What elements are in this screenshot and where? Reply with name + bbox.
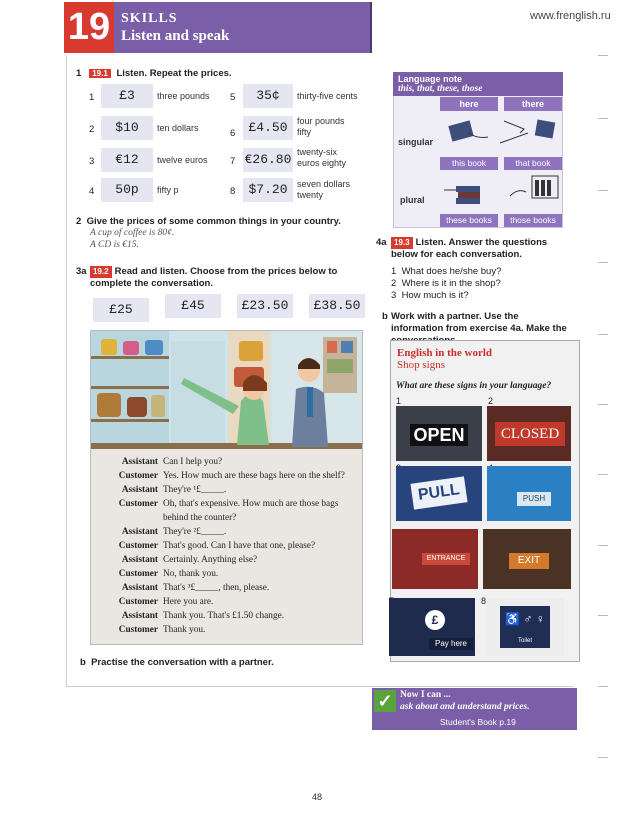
price-number: 1 (89, 92, 95, 103)
eiw-title: English in the world (397, 347, 493, 359)
now-i-can-goal: ask about and understand prices. (400, 702, 530, 712)
ex2-title: Give the prices of some common things in your country. (86, 216, 341, 227)
price-box: 50p (101, 178, 153, 202)
sign-number: 8 (481, 596, 487, 606)
price-box: $10 (101, 116, 153, 140)
price-words: twelve euros (157, 155, 208, 165)
choice-price: £25 (93, 298, 149, 322)
speaker: Assistant (121, 555, 158, 565)
edge-tick (598, 615, 608, 616)
sign-number: 1 (396, 396, 402, 406)
ex1-title: Listen. Repeat the prices. (116, 68, 232, 79)
row-singular: singular (398, 137, 434, 147)
price-number: 6 (230, 128, 236, 139)
sign-exit-text: EXIT (509, 553, 549, 569)
book-illustrations-plural (440, 172, 562, 214)
line-text: No, thank you. (163, 569, 219, 579)
edge-tick (598, 686, 608, 687)
edge-tick (598, 757, 608, 758)
ex4b-title: Work with a partner. Use the information from exercise 4a. Make the (391, 311, 567, 334)
price-box: €26.80 (243, 148, 293, 172)
edge-tick (598, 262, 608, 263)
price-number: 5 (230, 92, 236, 103)
sign-pull-text: PULL (410, 476, 467, 509)
sign-pay-here-photo (389, 598, 475, 656)
sign-open-text: OPEN (410, 424, 468, 446)
sign-closed-photo (487, 406, 571, 461)
question-item: 2 Where is it in the shop? (391, 278, 501, 289)
sign-entrance-text: ENTRANCE (422, 553, 470, 565)
label-those-books: those books (504, 214, 562, 227)
sign-pull-photo (396, 466, 482, 521)
price-number: 4 (89, 186, 95, 197)
label-that-book: that book (504, 157, 562, 170)
line-text: That's ³£_____, then, please. (163, 583, 270, 593)
audio-track-badge: 19.1 (89, 69, 111, 78)
price-words: seven dollars twenty (297, 179, 351, 200)
ex3b-number: b (80, 657, 86, 668)
price-words: fifty p (157, 185, 179, 195)
speaker: Customer (118, 499, 158, 509)
sign-number: 2 (488, 396, 494, 406)
row-plural: plural (400, 195, 425, 205)
line-text: Thank you. That's £1.50 change. (163, 611, 285, 621)
line-text: Thank you. (163, 625, 206, 635)
line-text: Oh, that's expensive. How much are those bags behind the counter? (163, 499, 339, 523)
price-box: €12 (101, 148, 153, 172)
ex4b-number: b (382, 311, 388, 322)
choice-price: £38.50 (309, 294, 365, 318)
speaker: Customer (118, 471, 158, 481)
ex3a-heading (90, 266, 348, 290)
price-words: ten dollars (157, 123, 199, 133)
ex2-example-b: A CD is €15. (90, 240, 139, 250)
price-number: 3 (89, 156, 95, 167)
line-text: That's good. Can I have that one, please? (163, 541, 316, 551)
toilet-symbols-icon: ♿ ♂ ♀ (500, 606, 550, 648)
price-box: 35¢ (243, 84, 293, 108)
label-this-book: this book (440, 157, 498, 170)
audio-track-badge: 19.2 (90, 266, 112, 278)
speaker: Customer (118, 625, 158, 635)
question-text: What does he/she buy? (401, 266, 502, 277)
price-number: 2 (89, 124, 95, 135)
edge-tick (598, 404, 608, 405)
sign-pay-here-text: Pay here (429, 638, 473, 650)
column-here: here (440, 97, 498, 111)
sign-closed-text: CLOSED (495, 422, 565, 446)
price-words: twenty-six euros eighty (297, 147, 347, 168)
edge-tick (598, 118, 608, 119)
speaker: Assistant (121, 611, 158, 621)
question-text: Where is it in the shop? (401, 278, 501, 289)
unit-title: Listen and speak (121, 28, 230, 44)
ex2-example-a: A cup of coffee is 80¢. (90, 228, 175, 238)
edge-tick (598, 474, 608, 475)
watermark: www.frenglish.ru (530, 10, 611, 22)
sign-exit-photo (483, 529, 571, 589)
price-number: 7 (230, 156, 236, 167)
audio-track-badge: 19.3 (391, 237, 413, 249)
price-box: £4.50 (243, 116, 293, 140)
unit-number: 19 (64, 2, 114, 53)
now-i-can-label: Now I can ... (400, 690, 451, 700)
label-these-books: these books (440, 214, 498, 227)
speaker: Assistant (121, 457, 158, 467)
ex4a-heading (391, 237, 573, 261)
eiw-question: What are these signs in your language? (396, 381, 552, 391)
ex3b-title: Practise the conversation with a partner. (91, 657, 274, 668)
pound-icon: £ (425, 610, 445, 630)
ex4a-title: Listen. Answer the questions below for each conversation. (391, 237, 548, 260)
speaker: Customer (118, 541, 158, 551)
line-text: Yes. How much are these bags here on the shelf? (163, 471, 345, 481)
edge-tick (598, 545, 608, 546)
speaker: Customer (118, 569, 158, 579)
dialogue (100, 456, 360, 646)
price-words: four pounds fifty (297, 116, 345, 137)
line-text: Certainly. Anything else? (163, 555, 258, 565)
question-item: 3 How much is it? (391, 290, 469, 301)
choice-price: £23.50 (237, 294, 293, 318)
sign-push-text: PUSH (517, 492, 551, 506)
sign-toilet-photo (486, 598, 564, 656)
ex3a-number: 3a (76, 266, 87, 277)
sign-push-photo (487, 466, 571, 521)
ex2-heading (76, 216, 341, 227)
price-words: three pounds (157, 91, 210, 101)
ex4a-number: 4a (376, 237, 387, 248)
edge-tick (598, 55, 608, 56)
line-text: Can I help you? (163, 457, 223, 467)
choice-price: £45 (165, 294, 221, 318)
price-number: 8 (230, 186, 236, 197)
speaker: Assistant (121, 485, 158, 495)
price-box: $7.20 (243, 178, 293, 202)
line-text: They're ¹£_____. (163, 485, 227, 495)
eiw-subtitle: Shop signs (397, 359, 445, 371)
edge-tick (598, 190, 608, 191)
question-text: How much is it? (401, 290, 469, 301)
speaker: Assistant (121, 527, 158, 537)
ex1-heading (76, 68, 232, 79)
language-note-title: Language note (398, 74, 463, 84)
sign-toilet-text: Toilet (517, 638, 532, 644)
price-words: thirty-five cents (297, 91, 358, 101)
question-item: 1 What does he/she buy? (391, 266, 502, 277)
ex2-number: 2 (76, 216, 82, 227)
skills-label: SKILLS (121, 11, 178, 26)
students-book-reference: Student's Book p.19 (440, 717, 516, 727)
ex3a-title: Read and listen. Choose from the prices below to complete the conversation. (90, 266, 338, 289)
price-box: £3 (101, 84, 153, 108)
page-number: 48 (312, 792, 323, 802)
language-note-subtitle: this, that, these, those (398, 84, 483, 94)
sign-open-photo (396, 406, 482, 461)
line-text: They're ²£_____. (163, 527, 227, 537)
speaker: Customer (118, 597, 158, 607)
ex3b-heading (80, 657, 274, 668)
line-text: Here you are. (163, 597, 214, 607)
book-illustrations-singular (440, 113, 562, 155)
checkmark-icon: ✓ (374, 690, 396, 712)
ex1-number: 1 (76, 68, 82, 79)
column-there: there (504, 97, 562, 111)
sign-entrance-photo (392, 529, 478, 589)
speaker: Assistant (121, 583, 158, 593)
edge-tick (598, 334, 608, 335)
